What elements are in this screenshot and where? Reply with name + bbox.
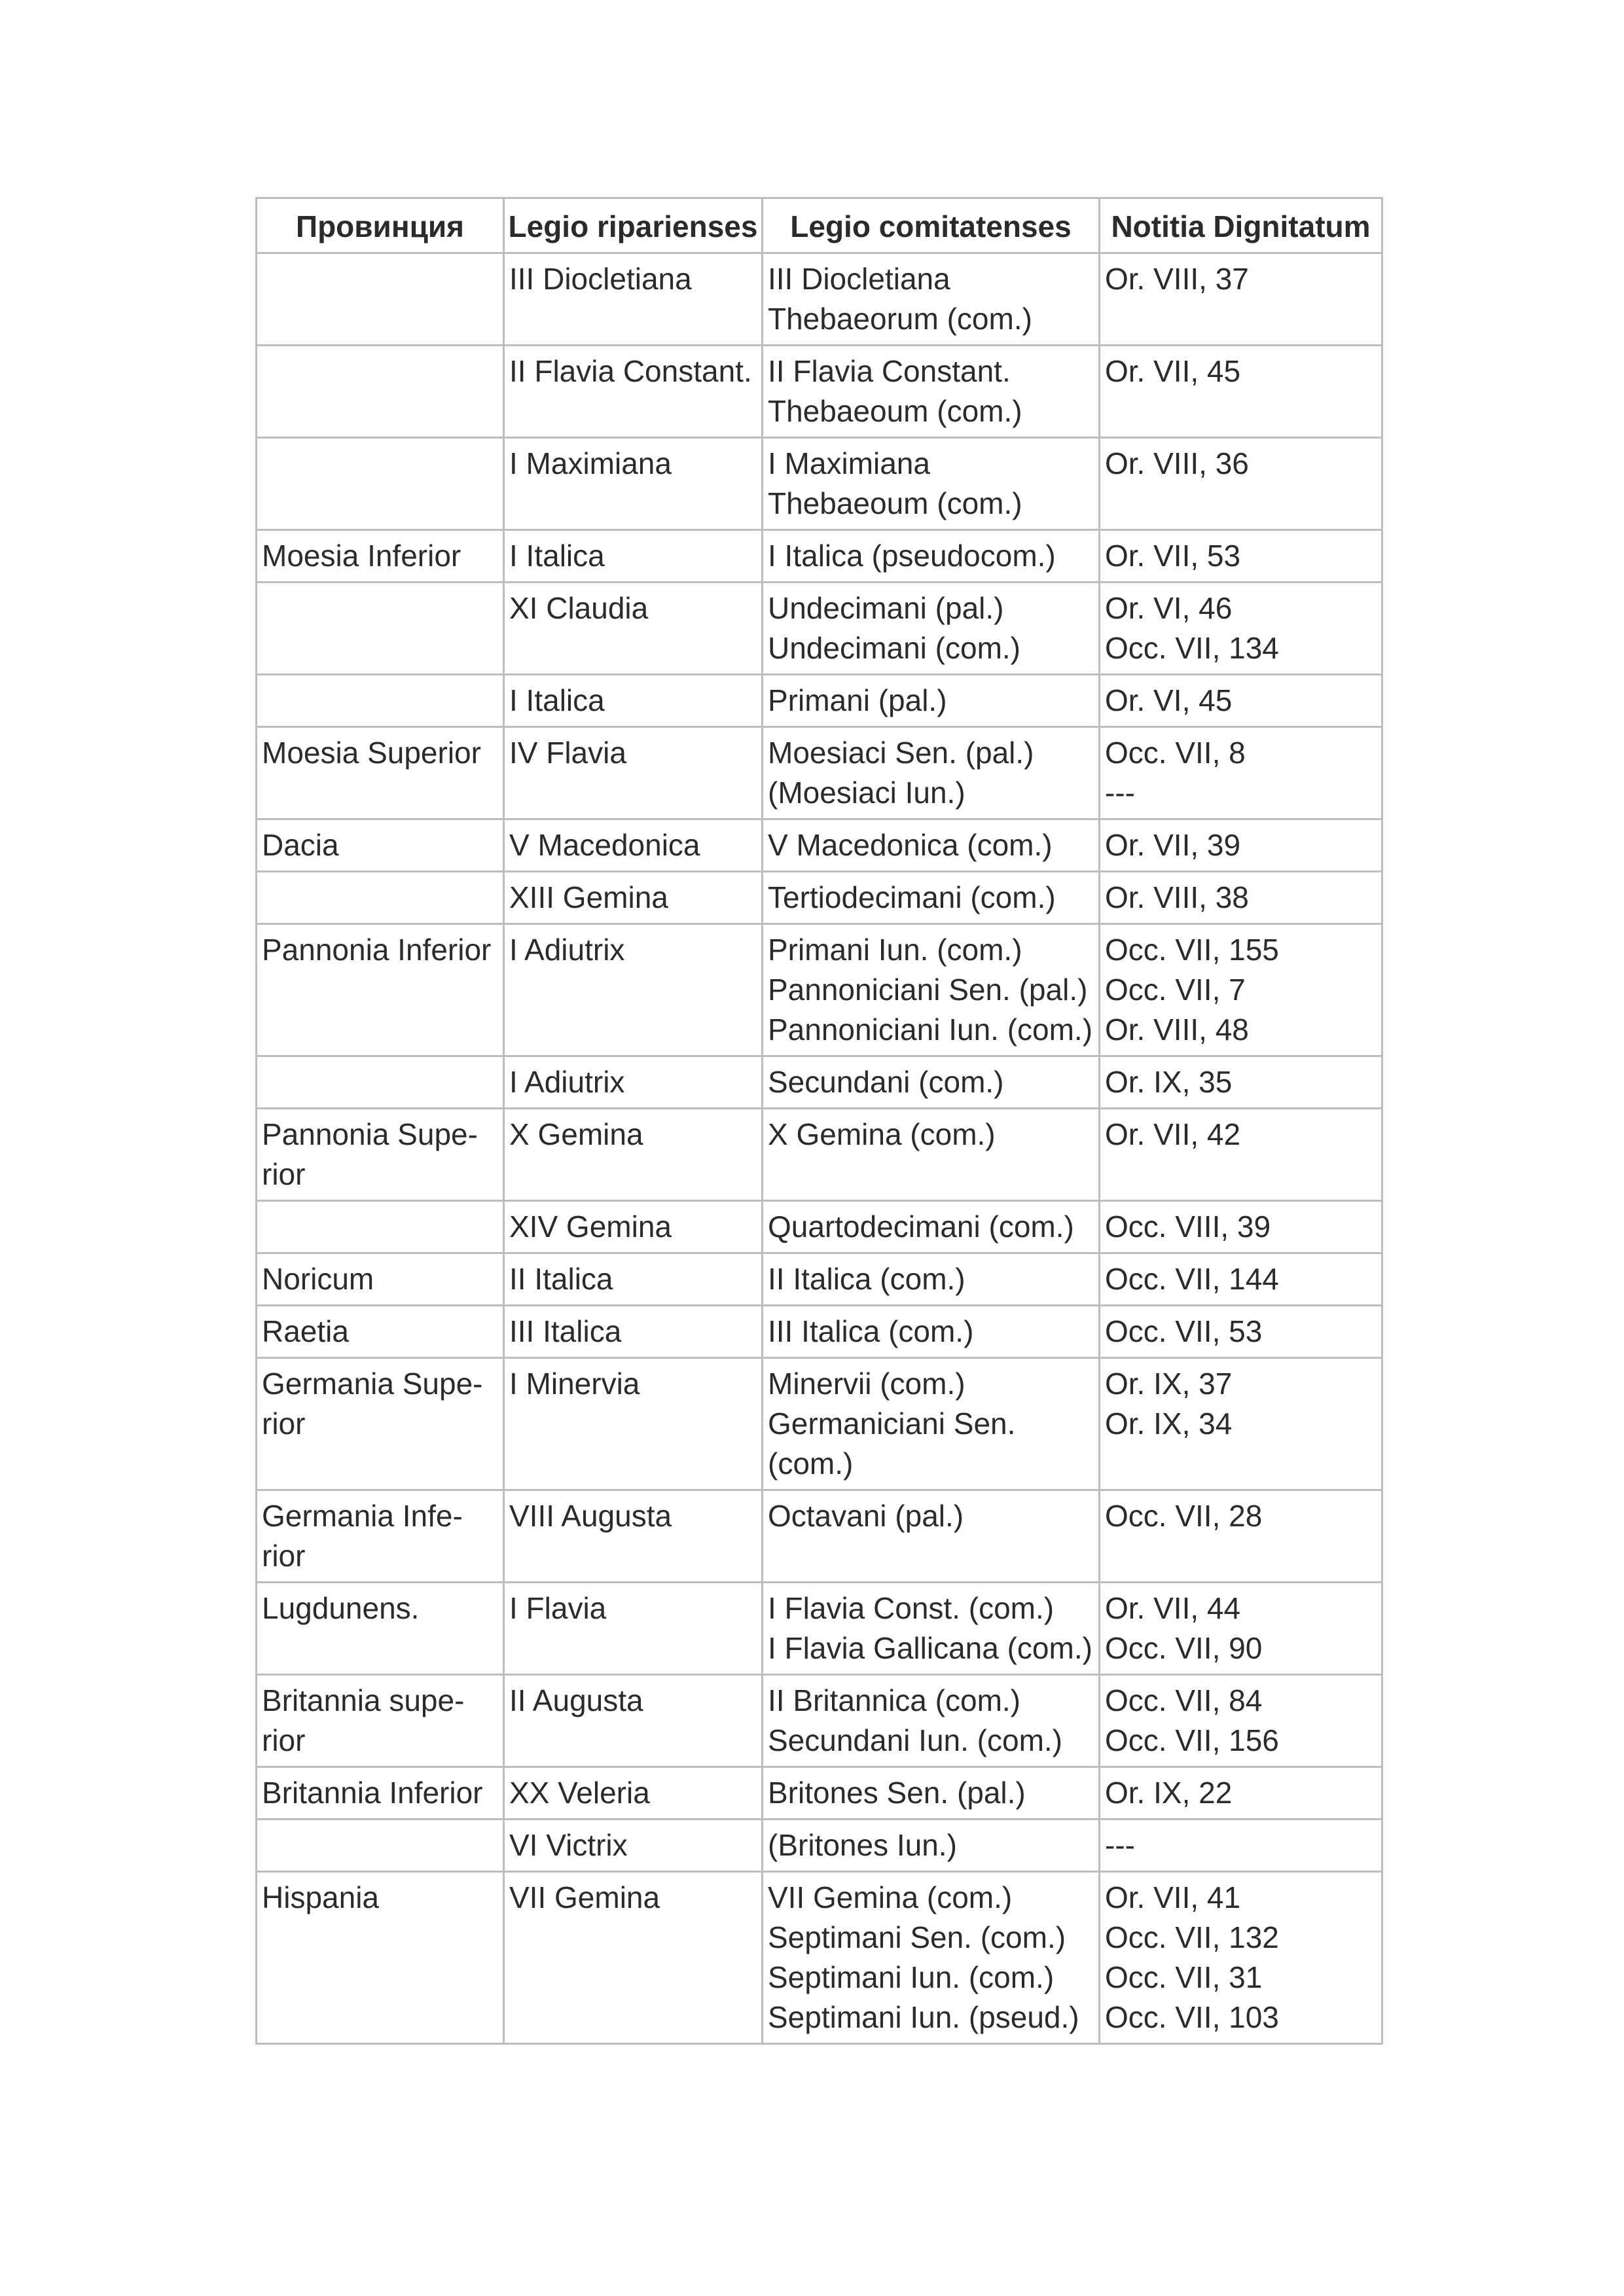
comitatenses-cell-line: II Flavia Constant.	[768, 354, 1011, 388]
comitatenses-cell	[763, 1253, 1100, 1306]
province-cell	[257, 1358, 504, 1490]
riparienses-cell-line: XI Claudia	[509, 591, 649, 625]
notitia-cell	[1100, 1767, 1382, 1820]
notitia-cell-line: Or. VIII, 48	[1105, 1013, 1249, 1047]
notitia-cell-line: Occ. VII, 8	[1105, 736, 1246, 770]
province-cell-line: Hispania	[262, 1880, 379, 1914]
comitatenses-cell-line: Germaniciani Sen.	[768, 1407, 1016, 1441]
comitatenses-cell	[763, 675, 1100, 727]
notitia-cell-line: Or. VI, 46	[1105, 591, 1233, 625]
comitatenses-cell-line: Secundani (com.)	[768, 1065, 1004, 1099]
notitia-cell-line: Occ. VII, 90	[1105, 1631, 1263, 1665]
table-row	[257, 1820, 1382, 1872]
riparienses-cell-line: V Macedonica	[509, 828, 700, 862]
province-cell	[257, 1253, 504, 1306]
province-cell	[257, 346, 504, 438]
table-row	[257, 1583, 1382, 1675]
riparienses-cell	[504, 1201, 763, 1253]
province-cell	[257, 1056, 504, 1109]
comitatenses-cell-line: Primani Iun. (com.)	[768, 933, 1022, 967]
comitatenses-cell-line: Undecimani (com.)	[768, 631, 1020, 665]
comitatenses-cell	[763, 438, 1100, 530]
comitatenses-cell-line: Septimani Iun. (pseud.)	[768, 2000, 1079, 2034]
notitia-cell-line: Occ. VII, 28	[1105, 1499, 1263, 1533]
province-cell-line: Lugdunens.	[262, 1591, 420, 1625]
notitia-cell-line: Or. VIII, 38	[1105, 880, 1249, 914]
province-cell-line: Britannia supe-	[262, 1683, 465, 1717]
province-cell	[257, 1583, 504, 1675]
comitatenses-cell	[763, 872, 1100, 924]
riparienses-cell	[504, 924, 763, 1056]
comitatenses-cell-line: (Moesiaci Iun.)	[768, 776, 965, 810]
notitia-cell-line: Occ. VII, 155	[1105, 933, 1279, 967]
comitatenses-cell	[763, 1306, 1100, 1358]
province-cell-line: Dacia	[262, 828, 339, 862]
table-row	[257, 1306, 1382, 1358]
riparienses-cell-line: I Flavia	[509, 1591, 607, 1625]
notitia-cell-line: Or. VIII, 37	[1105, 262, 1249, 296]
notitia-cell	[1100, 1358, 1382, 1490]
riparienses-cell	[504, 727, 763, 819]
comitatenses-cell-line: (com.)	[768, 1446, 854, 1480]
riparienses-cell-line: VI Victrix	[509, 1828, 628, 1862]
table-header	[257, 198, 1382, 253]
comitatenses-cell-line: I Maximiana	[768, 446, 930, 480]
table-row	[257, 1675, 1382, 1767]
province-cell-line: Noricum	[262, 1262, 374, 1296]
province-cell-line: Raetia	[262, 1314, 349, 1348]
province-cell-line: rior	[262, 1539, 306, 1573]
riparienses-cell	[504, 1056, 763, 1109]
table-row	[257, 438, 1382, 530]
province-cell	[257, 1306, 504, 1358]
province-cell	[257, 1109, 504, 1201]
notitia-cell-line: Occ. VII, 103	[1105, 2000, 1279, 2034]
riparienses-cell	[504, 438, 763, 530]
riparienses-cell-line: I Maximiana	[509, 446, 672, 480]
province-cell	[257, 1201, 504, 1253]
comitatenses-cell	[763, 583, 1100, 675]
comitatenses-cell-line: Minervii (com.)	[768, 1367, 965, 1401]
comitatenses-cell-line: V Macedonica (com.)	[768, 828, 1053, 862]
comitatenses-cell	[763, 253, 1100, 346]
riparienses-cell-line: I Adiutrix	[509, 1065, 625, 1099]
table-row	[257, 346, 1382, 438]
riparienses-cell-line: I Minervia	[509, 1367, 640, 1401]
notitia-cell	[1100, 727, 1382, 819]
comitatenses-cell-line: Pannoniciani Sen. (pal.)	[768, 973, 1088, 1007]
table-row	[257, 530, 1382, 583]
comitatenses-cell	[763, 727, 1100, 819]
table-row	[257, 1358, 1382, 1490]
province-cell	[257, 675, 504, 727]
riparienses-cell	[504, 1872, 763, 2044]
riparienses-cell-line: I Italica	[509, 539, 605, 573]
notitia-cell-line: Occ. VII, 53	[1105, 1314, 1263, 1348]
notitia-cell-line: Or. IX, 22	[1105, 1776, 1233, 1810]
table-row	[257, 1109, 1382, 1201]
notitia-cell-line: Occ. VII, 132	[1105, 1920, 1279, 1954]
comitatenses-cell-line: Britones Sen. (pal.)	[768, 1776, 1026, 1810]
province-cell-line: Germania Supe-	[262, 1367, 483, 1401]
riparienses-cell	[504, 253, 763, 346]
province-cell-line: Britannia Inferior	[262, 1776, 483, 1810]
header-riparienses: Legio riparienses	[504, 198, 763, 253]
comitatenses-cell-line: III Italica (com.)	[768, 1314, 974, 1348]
riparienses-cell-line: II Flavia Constant.	[509, 354, 752, 388]
table-row	[257, 872, 1382, 924]
table-row	[257, 819, 1382, 872]
comitatenses-cell-line: Thebaeoum (com.)	[768, 486, 1022, 520]
comitatenses-cell	[763, 1872, 1100, 2044]
table-row	[257, 1490, 1382, 1583]
comitatenses-cell	[763, 819, 1100, 872]
notitia-cell	[1100, 924, 1382, 1056]
riparienses-cell-line: II Augusta	[509, 1683, 643, 1717]
riparienses-cell-line: III Italica	[509, 1314, 622, 1348]
riparienses-cell	[504, 675, 763, 727]
riparienses-cell-line: II Italica	[509, 1262, 613, 1296]
notitia-cell-line: Occ. VII, 144	[1105, 1262, 1279, 1296]
riparienses-cell	[504, 346, 763, 438]
notitia-cell-line: Or. VII, 44	[1105, 1591, 1241, 1625]
notitia-cell-line: Or. IX, 35	[1105, 1065, 1233, 1099]
comitatenses-cell-line: Pannoniciani Iun. (com.)	[768, 1013, 1093, 1047]
comitatenses-cell-line: I Italica (pseudocom.)	[768, 539, 1056, 573]
header-row	[257, 198, 1382, 253]
comitatenses-cell	[763, 1358, 1100, 1490]
comitatenses-cell	[763, 1675, 1100, 1767]
notitia-cell	[1100, 1201, 1382, 1253]
header-notitia: Notitia Dignitatum	[1100, 198, 1382, 253]
notitia-cell-line: Or. IX, 34	[1105, 1407, 1233, 1441]
comitatenses-cell-line: VII Gemina (com.)	[768, 1880, 1013, 1914]
comitatenses-cell	[763, 1583, 1100, 1675]
comitatenses-cell-line: I Flavia Const. (com.)	[768, 1591, 1055, 1625]
province-cell-line: rior	[262, 1407, 306, 1441]
table-row	[257, 675, 1382, 727]
comitatenses-cell-line: II Italica (com.)	[768, 1262, 965, 1296]
province-cell-line: Moesia Inferior	[262, 539, 461, 573]
notitia-cell-line: Or. VI, 45	[1105, 683, 1233, 717]
riparienses-cell	[504, 1820, 763, 1872]
riparienses-cell-line: XIV Gemina	[509, 1210, 672, 1244]
province-cell-line: rior	[262, 1157, 306, 1191]
riparienses-cell-line: X Gemina	[509, 1117, 643, 1151]
notitia-cell	[1100, 675, 1382, 727]
notitia-cell-line: Or. VIII, 36	[1105, 446, 1249, 480]
notitia-cell	[1100, 583, 1382, 675]
table-row	[257, 1872, 1382, 2044]
table-row	[257, 1253, 1382, 1306]
comitatenses-cell-line: Primani (pal.)	[768, 683, 947, 717]
notitia-cell-line: Or. VII, 45	[1105, 354, 1241, 388]
comitatenses-cell-line: Thebaeorum (com.)	[768, 302, 1032, 336]
notitia-cell	[1100, 1306, 1382, 1358]
notitia-cell	[1100, 1872, 1382, 2044]
riparienses-cell	[504, 1306, 763, 1358]
province-cell	[257, 872, 504, 924]
riparienses-cell-line: VIII Augusta	[509, 1499, 672, 1533]
province-cell	[257, 819, 504, 872]
riparienses-cell-line: I Italica	[509, 683, 605, 717]
comitatenses-cell	[763, 530, 1100, 583]
province-cell	[257, 1872, 504, 2044]
table-row	[257, 924, 1382, 1056]
table-body	[257, 253, 1382, 2044]
riparienses-cell	[504, 1767, 763, 1820]
notitia-cell-line: Occ. VII, 31	[1105, 1960, 1263, 1994]
riparienses-cell-line: XX Veleria	[509, 1776, 650, 1810]
riparienses-cell	[504, 1109, 763, 1201]
comitatenses-cell-line: Septimani Iun. (com.)	[768, 1960, 1055, 1994]
riparienses-cell	[504, 1253, 763, 1306]
notitia-cell	[1100, 1109, 1382, 1201]
notitia-cell-line: Or. VII, 41	[1105, 1880, 1241, 1914]
comitatenses-cell	[763, 1490, 1100, 1583]
province-cell	[257, 727, 504, 819]
comitatenses-cell-line: Moesiaci Sen. (pal.)	[768, 736, 1034, 770]
table-row	[257, 1201, 1382, 1253]
comitatenses-cell-line: I Flavia Gallicana (com.)	[768, 1631, 1092, 1665]
comitatenses-cell	[763, 1056, 1100, 1109]
legions-table	[255, 197, 1383, 2045]
riparienses-cell	[504, 1490, 763, 1583]
notitia-cell	[1100, 530, 1382, 583]
comitatenses-cell	[763, 346, 1100, 438]
notitia-cell-line: Occ. VIII, 39	[1105, 1210, 1271, 1244]
notitia-cell	[1100, 438, 1382, 530]
riparienses-cell-line: XIII Gemina	[509, 880, 668, 914]
comitatenses-cell-line: Octavani (pal.)	[768, 1499, 964, 1533]
riparienses-cell	[504, 530, 763, 583]
notitia-cell	[1100, 1253, 1382, 1306]
province-cell	[257, 1490, 504, 1583]
notitia-cell	[1100, 1583, 1382, 1675]
notitia-cell-line: Occ. VII, 156	[1105, 1723, 1279, 1757]
notitia-cell	[1100, 819, 1382, 872]
province-cell-line: rior	[262, 1723, 306, 1757]
province-cell	[257, 438, 504, 530]
table-row	[257, 1056, 1382, 1109]
notitia-cell-line: Or. VII, 53	[1105, 539, 1241, 573]
notitia-cell	[1100, 253, 1382, 346]
riparienses-cell	[504, 583, 763, 675]
notitia-cell	[1100, 872, 1382, 924]
riparienses-cell-line: IV Flavia	[509, 736, 626, 770]
province-cell	[257, 1767, 504, 1820]
province-cell-line: Pannonia Supe-	[262, 1117, 478, 1151]
notitia-cell	[1100, 1490, 1382, 1583]
province-cell	[257, 253, 504, 346]
table-row	[257, 583, 1382, 675]
comitatenses-cell	[763, 1201, 1100, 1253]
notitia-cell-line: ---	[1105, 776, 1135, 810]
comitatenses-cell-line: Thebaeoum (com.)	[768, 394, 1022, 428]
notitia-cell-line: Occ. VII, 134	[1105, 631, 1279, 665]
province-cell-line: Pannonia Inferior	[262, 933, 492, 967]
notitia-cell-line: ---	[1105, 1828, 1135, 1862]
riparienses-cell	[504, 1358, 763, 1490]
notitia-cell	[1100, 1056, 1382, 1109]
province-cell	[257, 530, 504, 583]
comitatenses-cell-line: Septimani Sen. (com.)	[768, 1920, 1066, 1954]
comitatenses-cell	[763, 1820, 1100, 1872]
table-row	[257, 727, 1382, 819]
notitia-cell-line: Or. VII, 42	[1105, 1117, 1241, 1151]
comitatenses-cell-line: Quartodecimani (com.)	[768, 1210, 1074, 1244]
riparienses-cell	[504, 1583, 763, 1675]
province-cell	[257, 924, 504, 1056]
notitia-cell	[1100, 1820, 1382, 1872]
riparienses-cell-line: VII Gemina	[509, 1880, 660, 1914]
notitia-cell-line: Occ. VII, 7	[1105, 973, 1246, 1007]
province-cell	[257, 1820, 504, 1872]
comitatenses-cell-line: (Britones Iun.)	[768, 1828, 957, 1862]
province-cell-line: Germania Infe-	[262, 1499, 463, 1533]
riparienses-cell	[504, 1675, 763, 1767]
notitia-cell-line: Occ. VII, 84	[1105, 1683, 1263, 1717]
header-comitatenses: Legio comitatenses	[763, 198, 1100, 253]
notitia-cell-line: Or. VII, 39	[1105, 828, 1241, 862]
table-row	[257, 1767, 1382, 1820]
riparienses-cell-line: III Diocletiana	[509, 262, 692, 296]
comitatenses-cell-line: Secundani Iun. (com.)	[768, 1723, 1063, 1757]
riparienses-cell-line: I Adiutrix	[509, 933, 625, 967]
riparienses-cell	[504, 819, 763, 872]
header-province: Провинция	[257, 198, 504, 253]
comitatenses-cell	[763, 1767, 1100, 1820]
riparienses-cell	[504, 872, 763, 924]
comitatenses-cell-line: Tertiodecimani (com.)	[768, 880, 1056, 914]
comitatenses-cell-line: III Diocletiana	[768, 262, 950, 296]
comitatenses-cell-line: II Britannica (com.)	[768, 1683, 1020, 1717]
comitatenses-cell-line: Undecimani (pal.)	[768, 591, 1004, 625]
table-row	[257, 253, 1382, 346]
comitatenses-cell	[763, 924, 1100, 1056]
notitia-cell	[1100, 1675, 1382, 1767]
province-cell	[257, 583, 504, 675]
notitia-cell-line: Or. IX, 37	[1105, 1367, 1233, 1401]
province-cell-line: Moesia Superior	[262, 736, 481, 770]
notitia-cell	[1100, 346, 1382, 438]
province-cell	[257, 1675, 504, 1767]
comitatenses-cell	[763, 1109, 1100, 1201]
comitatenses-cell-line: X Gemina (com.)	[768, 1117, 996, 1151]
